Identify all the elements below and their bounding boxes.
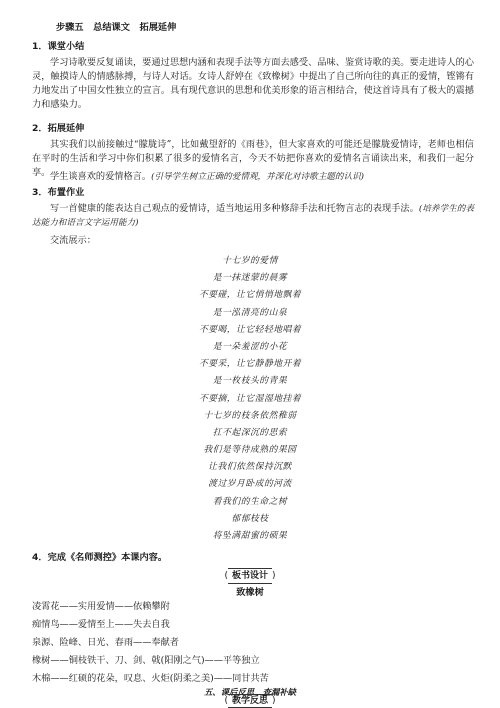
step-title: 总结课文 [93, 22, 130, 33]
item-four: 4．完成《名师测控》本课内容。 [32, 552, 168, 563]
poem-block [0, 253, 500, 545]
reflection-banner-label: 教学反思 [228, 694, 272, 708]
poem-line: 郁郁枝枝 [231, 513, 269, 524]
board-row: 痴情鸟——爱情至上——失去自我 [32, 619, 170, 630]
poem-line: 是一朵羞涩的小花 [212, 341, 288, 352]
poem-line: 不要采，让它静静地开着 [198, 359, 302, 370]
section-summary-text: 学习诗歌要反复诵读，要通过思想内涵和表现手法等方面去感受、品味、鉴赏诗歌的美。要走进诗人的心灵，触摸诗人的情感脉搏，与诗人对话。女诗人舒婷在《致橡树》中提出了自己所向往的真正的爱情，铿锵有力地发出了中国女性独立的宣言。具有现代意识的思想和优美形象的语言相结合，使这首诗具有了极大的震撼力和感染力。 [32, 57, 474, 110]
poem-line: 渡过岁月卧成的河流 [208, 479, 292, 490]
step-subtitle: 拓展延伸 [139, 22, 177, 33]
section-homework-heading: 3．布置作业 [32, 187, 85, 198]
banner-left-ornament: ( [224, 571, 228, 581]
board-row: 凌霄花——实用爱情——依赖攀附 [32, 601, 170, 612]
board-banner-label: 板书设计 [228, 568, 272, 584]
poem-line: 不要摘，让它湿湿地挂着 [198, 393, 302, 404]
poem-line: 是一抹迷蒙的晨雾 [212, 273, 288, 284]
note-lead: 学生谈喜欢的爱情格言。 [50, 171, 152, 182]
poem-line: 不要碰，让它悄悄地飘着 [198, 290, 302, 301]
section-extension-note [32, 170, 474, 184]
board-row: 橡树——铜枝铁干、刀、剑、戟(阳刚之气)——平等独立 [32, 655, 260, 666]
poem-line: 十七岁的枝条依然稚弱 [203, 410, 297, 421]
board-title: 致橡树 [236, 587, 264, 598]
board-banner [200, 568, 300, 582]
poem-line: 不要喝，让它轻轻地唱着 [198, 324, 302, 335]
note-comment: (引导学生树立正确的爱情观，并深化对诗歌主题的认识) [151, 172, 365, 182]
exchange-label: 交流展示： [50, 235, 96, 246]
banner-left-ornament: ( [224, 696, 228, 706]
banner-right-ornament: ) [272, 696, 276, 706]
section-summary-heading: 1．课堂小结 [32, 41, 85, 52]
after-class-reflection: 五、课后反思 查漏补缺 [203, 687, 297, 697]
poem-line: 看我们的生命之树 [212, 496, 288, 507]
section-extension-text: 其实我们以前接触过“朦胧诗”，比如戴望舒的《雨巷》，但大家喜欢的可能还是朦胧爱情诗，老师也相信在平时的生活和学习中你们积累了很多的爱情名言，今天不妨把你喜欢的爱情名言诵读出来，和我们一起分享。 [32, 139, 474, 178]
poem-line: 扛不起深沉的思索 [212, 427, 288, 438]
poem-line: 我们是等待成熟的果园 [203, 445, 297, 456]
board-row: 泉源、险峰、日光、春雨——奉献者 [32, 637, 179, 648]
step-header [56, 21, 498, 35]
reflection-banner [200, 694, 300, 706]
poem-line: 是一枚枝头的青果 [212, 376, 288, 387]
homework-text: 写一首健康的能表达自己观点的爱情诗，适当地运用多种修辞手法和托物言志的表现手法。 [50, 203, 419, 214]
homework-note: (培养学生的表达能力和语言文字运用能力) [32, 204, 474, 228]
board-row: 木棉——红硕的花朵，叹息、火炬(阴柔之美)——同甘共苦 [32, 673, 269, 684]
section-extension-heading: 2．拓展延伸 [32, 123, 85, 134]
poem-line: 让我们依然保持沉默 [208, 462, 292, 473]
section-homework-text [32, 202, 474, 230]
poem-line: 十七岁的爱情 [222, 256, 278, 266]
poem-line: 是一泓清亮的山泉 [212, 307, 288, 318]
board-rows [32, 598, 472, 688]
step-label: 步骤五 [56, 22, 84, 33]
poem-line: 将坠满甜蜜的硕果 [212, 531, 288, 541]
banner-right-ornament: ) [272, 571, 276, 581]
